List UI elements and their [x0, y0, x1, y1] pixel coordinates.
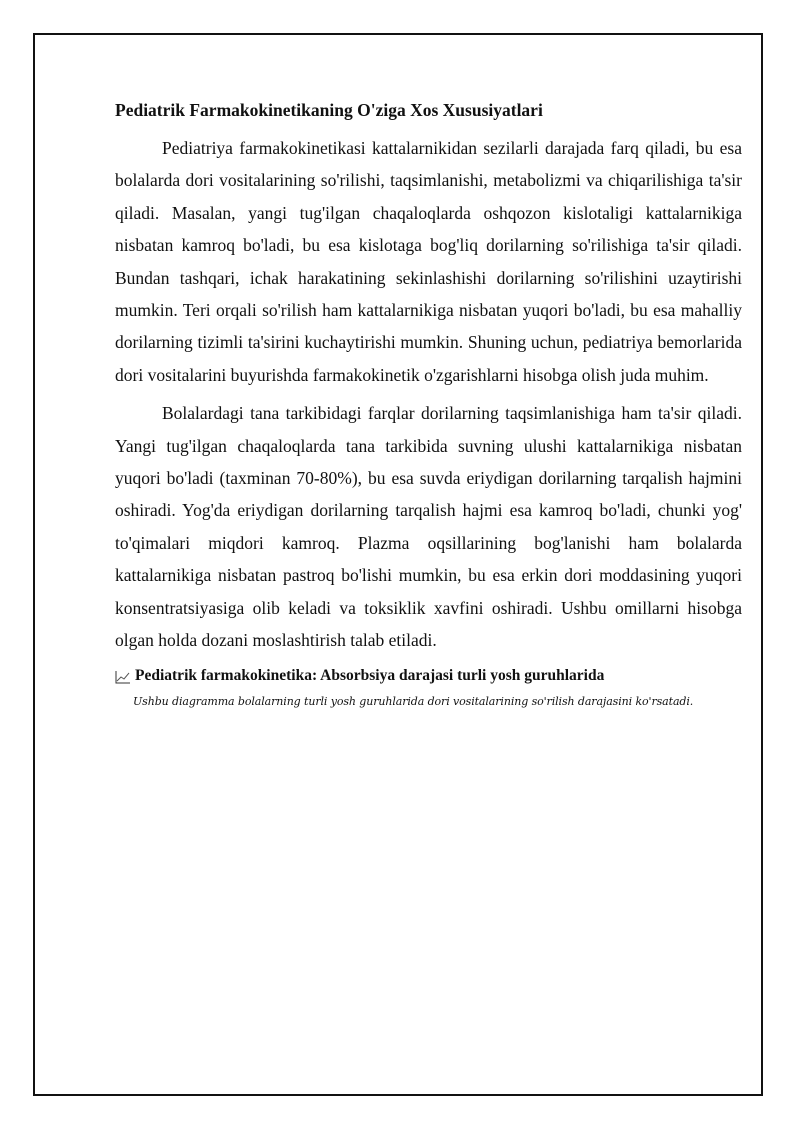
chart-title: Pediatrik farmakokinetika: Absorbsiya darajasi turli yosh guruhlarida: [135, 666, 605, 684]
chart-increasing-icon: [115, 669, 131, 683]
chart-caption: Ushbu diagramma bolalarning turli yosh guruhlarida dori vositalarining so'rilish darajasini ko'rsatadi.: [133, 694, 694, 708]
chart-heading: [115, 665, 742, 687]
document-body: [115, 98, 742, 711]
paragraph-distribution: Bolalardagi tana tarkibidagi farqlar dorilarning taqsimlanishiga ham ta'sir qiladi. Yangi tug'ilgan chaqaloqlarda tana tarkibida suvning ulushi kattalarnikiga nisbatan yuqori bo'ladi (taxminan 70-80%), bu esa suvda eriydigan dorilarning tarqalish hajmini oshiradi. Yog'da eriydigan dorilarning tarqalish hajmi esa kamroq bo'ladi, chunki yog' to'qimalari miqdori kamroq. Plazma oqsillarining bog'lanishi ham bolalarda kattalarnikiga nisbatan pastroq bo'lishi mumkin, bu esa erkin dori moddasining yuqori konsentratsiyasiga olib keladi va toksiklik xavfini oshiradi. Ushbu omillarni hisobga olgan holda dozani moslashtirish talab etiladi.: [115, 403, 742, 651]
section-title: Pediatrik Farmakokinetikaning O'ziga Xos Xususiyatlari: [115, 100, 543, 120]
paragraph-absorption: Pediatriya farmakokinetikasi kattalarnikidan sezilarli darajada farq qiladi, bu esa bolalarda dori vositalarining so'rilishi, taqsimlanishi, metabolizmi va chiqarilishiga ta'sir qiladi. Masalan, yangi tug'ilgan chaqaloqlarda oshqozon kislotaligi kattalarnikiga nisbatan kamroq bo'ladi, bu esa kislotaga bog'liq dorilarning so'rilishiga ta'sir qiladi. Bundan tashqari, ichak harakatining sekinlashishi dorilarning so'rilishini uzaytirishi mumkin. Teri orqali so'rilish ham kattalarnikiga nisbatan yuqori bo'ladi, bu esa mahalliy dorilarning tizimli ta'sirini kuchaytirishi mumkin. Shuning uchun, pediatriya bemorlarida dori vositalarini buyurishda farmakokinetik o'zgarishlarni hisobga olish juda muhim.: [115, 138, 742, 385]
